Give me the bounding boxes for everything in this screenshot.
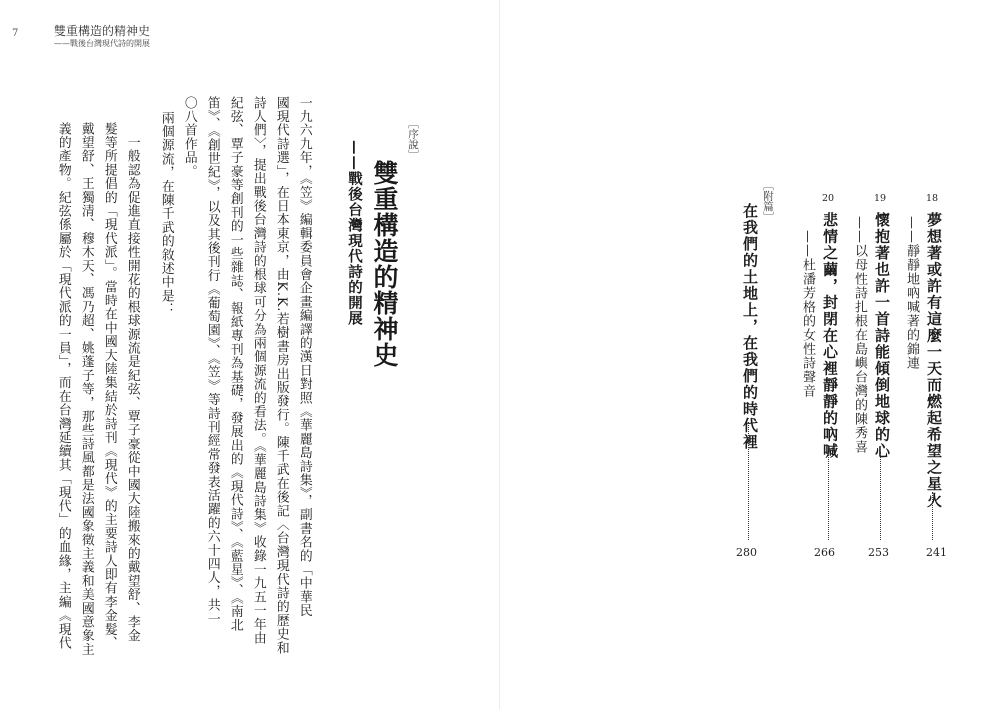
toc-leader <box>748 422 749 540</box>
toc-leader <box>828 452 829 540</box>
toc-number: 19 <box>874 193 887 204</box>
toc-number: 20 <box>822 193 835 204</box>
page-number: 7 <box>12 28 19 39</box>
toc-leader <box>880 452 881 540</box>
preface-title: 雙重構造的精神史 <box>370 160 399 368</box>
quote-line: 戴望舒、王獨清、穆木天、馮乃超、姚蓬子等，那些詩風都是法國象徵主義和美國意象主 <box>78 122 94 657</box>
toc-appendix-tag: ［附篇］ <box>762 180 774 222</box>
body-line: 詩人們〉，提出戰後台灣詩的根球可分為兩個源流的看法。《華麗島詩集》收錄一九五一年由 <box>250 96 266 645</box>
toc-page-number: 280 <box>736 546 757 559</box>
toc-title: 夢想著或許有這麼一天而燃起希望之星火 <box>925 212 943 509</box>
body-line: 笛》、《創世紀》，以及其後刊行《葡萄園》、《笠》等詩刊經常發表活躍的六十四人，共一 <box>204 96 220 626</box>
toc-subtitle: ——靜靜地吶喊著的錦連 <box>904 216 919 370</box>
body-line: 兩個源流，在陳千武的敘述中是： <box>158 111 174 317</box>
preface-tag: ［序說］ <box>407 118 419 160</box>
toc-number: 18 <box>926 193 939 204</box>
body-line: 紀弦、覃子豪等創刊的一些雜誌、報紙專刊為基礎，發展出的《現代詩》、《藍星》、《南北 <box>227 96 243 633</box>
toc-subtitle: ——以母性詩扎根在島嶼台灣的陳秀喜 <box>852 216 867 454</box>
body-line: 〇八首作品。 <box>181 96 197 179</box>
toc-subtitle: ——杜潘芳格的女性詩聲音 <box>800 230 815 398</box>
toc-title: 懷抱著也許一首詩能傾倒地球的心 <box>873 212 891 460</box>
quote-line: 髮等所提倡的「現代派」。當時在中國大陸集結於詩刊《現代》的主要詩人即有李金髮、 <box>101 122 117 650</box>
body-line: 國現代詩選」，在日本東京，由K.K.若樹書房出版發行。陳千武在後記〈台灣現代詩的歷史和 <box>273 96 289 655</box>
quote-line: 一般認為促進直接性開花的根球源流是紀弦、覃子豪從中國大陸搬來的戴望舒、李金 <box>124 122 140 643</box>
running-subtitle: ——戰後台灣現代詩的開展 <box>54 39 150 48</box>
running-title: 雙重構造的精神史 <box>54 24 151 38</box>
toc-leader <box>932 492 933 540</box>
toc-title: 悲情之繭，封閉在心裡靜靜的吶喊 <box>821 212 839 460</box>
page-fold <box>499 0 500 709</box>
preface-subtitle: ——戰後台灣現代詩的開展 <box>346 140 363 326</box>
toc-title: 在我們的土地上，在我們的時代裡 <box>741 203 759 451</box>
quote-line: 義的產物。紀弦係屬於「現代派的一員」，而在台灣延續其「現代」的血緣，主編《現代 <box>55 122 71 650</box>
body-line: 一九六九年，《笠》編輯委員會企畫編譯的漢日對照《華麗島詩集》，副書名的「中華民 <box>296 96 312 618</box>
toc-page-number: 241 <box>926 546 947 559</box>
toc-appendix-label: 附篇 <box>762 190 774 212</box>
toc-page-number: 266 <box>814 546 835 559</box>
preface-tag-label: 序說 <box>407 128 419 150</box>
toc-page-number: 253 <box>868 546 889 559</box>
